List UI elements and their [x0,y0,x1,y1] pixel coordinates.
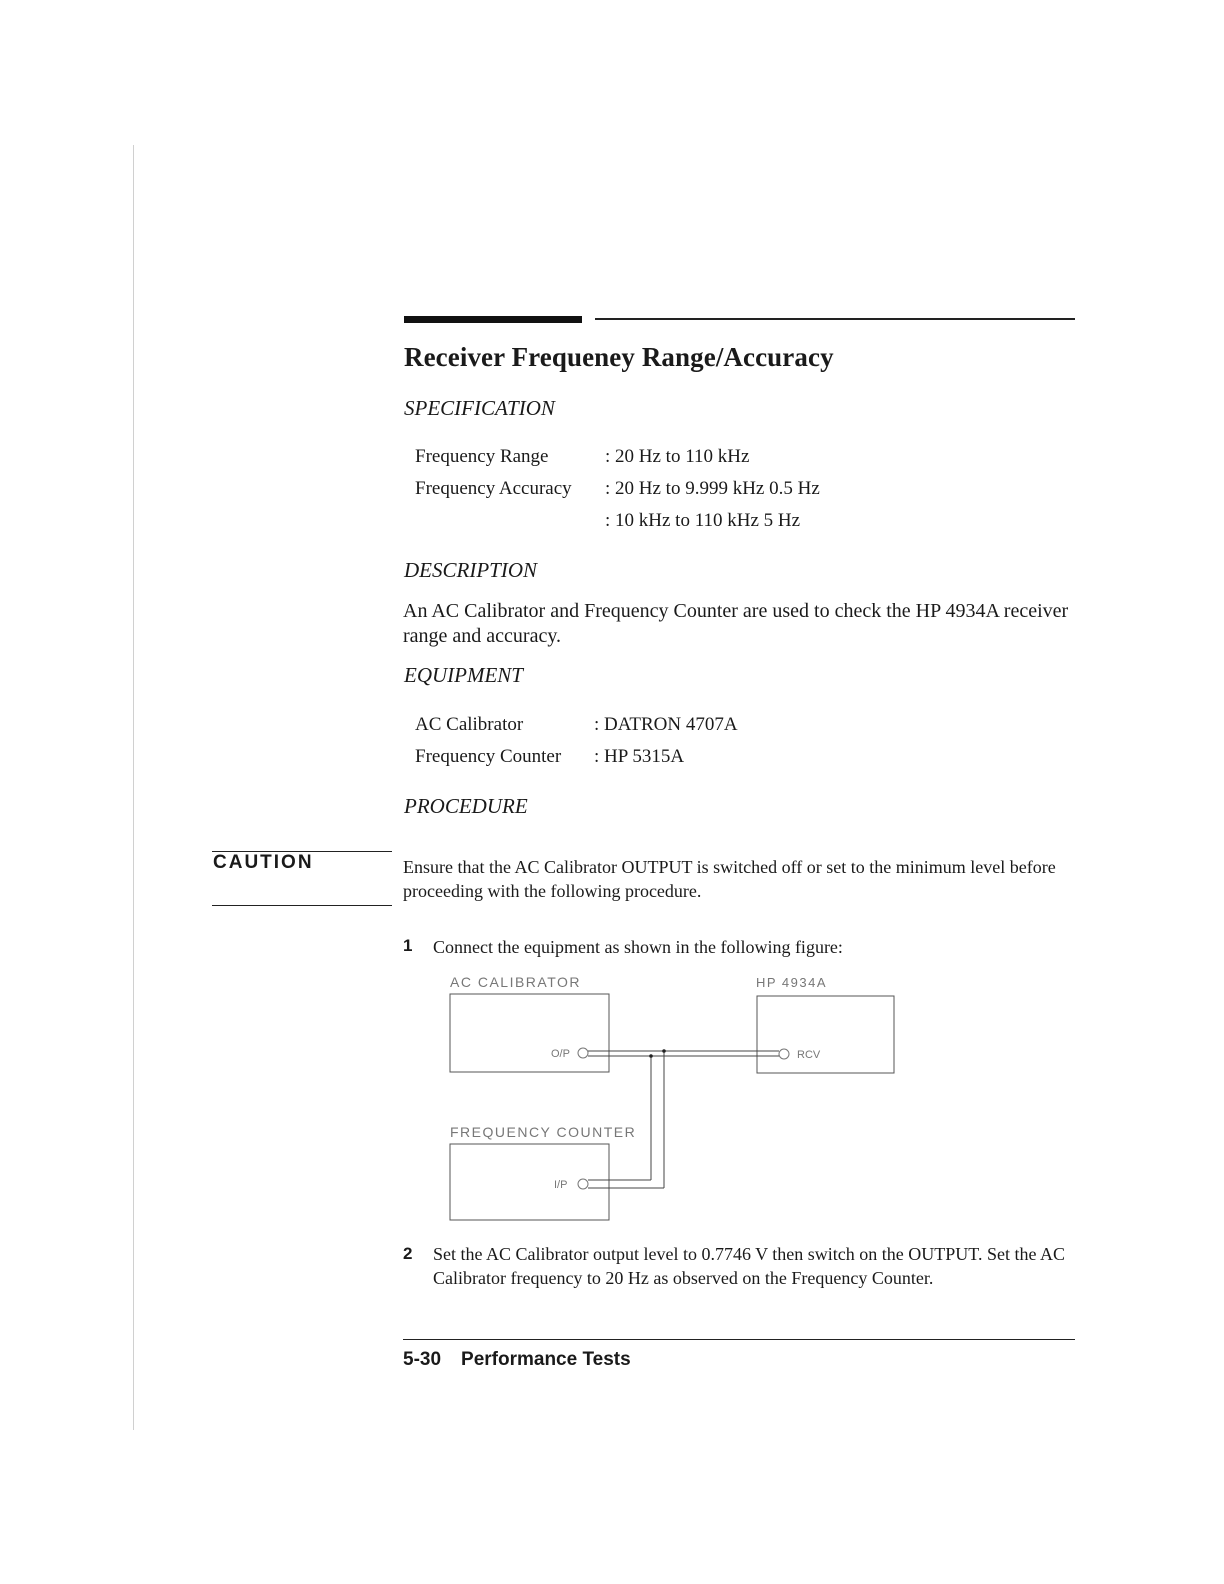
junction-dot [649,1054,653,1058]
rcv-connector-icon [779,1049,789,1059]
description-heading: DESCRIPTION [404,558,537,582]
ac-calibrator-box [450,994,609,1072]
footer-rule [403,1339,1075,1340]
frequency-counter-box [450,1144,609,1220]
spec-value: : 20 Hz to 110 kHz [605,446,750,467]
step-text: Set the AC Calibrator output level to 0.7746 V then switch on the OUTPUT. Set the AC Calibrator frequency to 20 Hz as observed on the Frequency Counter. [433,1244,1065,1288]
equipment-label: AC Calibrator [415,714,524,735]
junction-dot [662,1049,666,1053]
step-text: Connect the equipment as shown in the following figure: [433,937,843,957]
spec-label: Frequency Range [415,446,549,467]
hp-4934a-label: HP 4934A [756,975,828,990]
op-port-label: O/P [551,1048,570,1060]
page-title: Receiver Frequeney Range/Accuracy [404,342,834,372]
footer-section-title: Performance Tests [461,1349,631,1370]
ac-calibrator-label: AC CALIBRATOR [450,974,582,990]
equipment-heading: EQUIPMENT [404,663,523,687]
header-rule-thick [404,316,582,323]
hp-4934a-box [757,996,894,1073]
ip-port-label: I/P [554,1179,568,1191]
op-connector-icon [578,1048,588,1058]
spec-label: Frequency Accuracy [415,478,572,499]
spec-value: : 10 kHz to 110 kHz 5 Hz [605,510,801,531]
step-number: 1 [403,936,413,955]
step-number: 2 [403,1244,413,1263]
caution-label: CAUTION [213,852,314,873]
rcv-port-label: RCV [797,1049,821,1061]
spec-value: : 20 Hz to 9.999 kHz 0.5 Hz [605,478,820,499]
specification-heading: SPECIFICATION [404,396,555,420]
equipment-value: : HP 5315A [594,746,685,767]
binding-margin-line [133,145,134,1430]
ip-connector-icon [578,1179,588,1189]
caution-text: Ensure that the AC Calibrator OUTPUT is switched off or set to the minimum level before proceeding with the following procedure. [403,857,1056,901]
equipment-label: Frequency Counter [415,746,562,767]
procedure-heading: PROCEDURE [404,794,528,818]
page-footer [403,1349,631,1371]
caution-rule-bottom [212,905,392,906]
page-number: 5-30 [403,1349,442,1370]
connection-diagram [440,970,910,1230]
description-text: An AC Calibrator and Frequency Counter are used to check the HP 4934A receiver range and accuracy. [403,600,1069,647]
frequency-counter-label: FREQUENCY COUNTER [450,1124,637,1140]
equipment-value: : DATRON 4707A [594,714,738,735]
header-rule-thin [595,318,1075,320]
